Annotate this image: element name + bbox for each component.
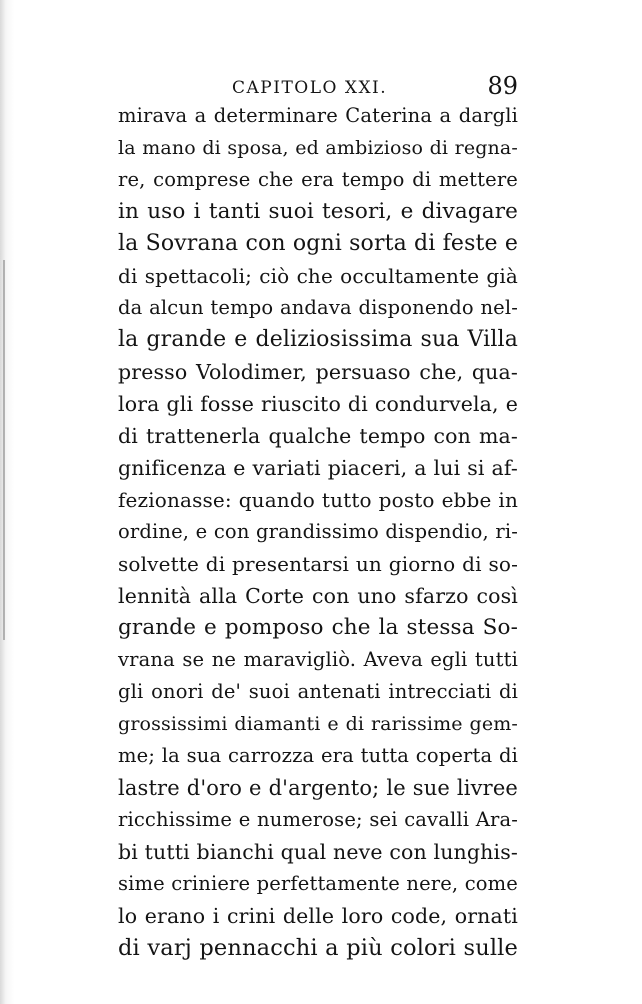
text-line: lora gli fosse riuscito di condurvela, e bbox=[118, 392, 518, 416]
text-line: la Sovrana con ogni sorta di feste e bbox=[118, 231, 518, 256]
text-line: bi tutti bianchi qual neve con lunghis- bbox=[118, 840, 518, 864]
text-line: grossissimi diamanti e di rarissime gem- bbox=[118, 713, 518, 735]
text-line: di spettacoli; ciò che occultamente già bbox=[118, 264, 518, 288]
running-head: CAPITOLO XXI. bbox=[232, 78, 388, 98]
text-line: fezionasse: quando tutto posto ebbe in bbox=[118, 488, 518, 512]
text-line: in uso i tanti suoi tesori, e divagare bbox=[118, 199, 518, 224]
text-line: lastre d'oro e d'argento; le sue livree bbox=[118, 776, 518, 800]
text-line: lennità alla Corte con uno sfarzo così bbox=[118, 584, 518, 608]
text-line: gli onori de' suoi antenati intrecciati di bbox=[118, 680, 518, 703]
text-line: me; la sua carrozza era tutta coperta di bbox=[118, 744, 518, 767]
text-line: re, comprese che era tempo di mettere bbox=[118, 168, 518, 191]
text-line: la grande e deliziosissima sua Villa bbox=[118, 327, 518, 352]
text-line: la mano di sposa, ed ambizioso di regna- bbox=[118, 137, 518, 159]
text-line: mirava a determinare Caterina a dargli bbox=[118, 104, 518, 127]
text-line: grande e pomposo che la stessa So- bbox=[118, 615, 518, 640]
text-line: di varj pennacchi a più colori sulle bbox=[118, 935, 518, 961]
text-line: gnificenza e variati piaceri, a lui si af- bbox=[118, 456, 518, 480]
binding-gutter bbox=[3, 260, 5, 640]
page-number: 89 bbox=[487, 72, 518, 100]
text-line: sime criniere perfettamente nere, come bbox=[118, 872, 518, 895]
text-line: ordine, e con grandissimo dispendio, ri- bbox=[118, 520, 518, 543]
body-text bbox=[118, 100, 518, 964]
text-line: ricchissime e numerose; sei cavalli Ara- bbox=[118, 808, 518, 831]
text-line: presso Volodimer, persuaso che, qua- bbox=[118, 360, 518, 384]
text-line: lo erano i crini delle loro code, ornati bbox=[118, 904, 518, 928]
text-line: di trattenerla qualche tempo con ma- bbox=[118, 424, 518, 448]
text-line: da alcun tempo andava disponendo nel- bbox=[118, 296, 518, 319]
text-line: solvette di presentarsi un giorno di so- bbox=[118, 552, 518, 576]
text-line: vrana se ne maravigliò. Aveva egli tutti bbox=[118, 648, 518, 671]
